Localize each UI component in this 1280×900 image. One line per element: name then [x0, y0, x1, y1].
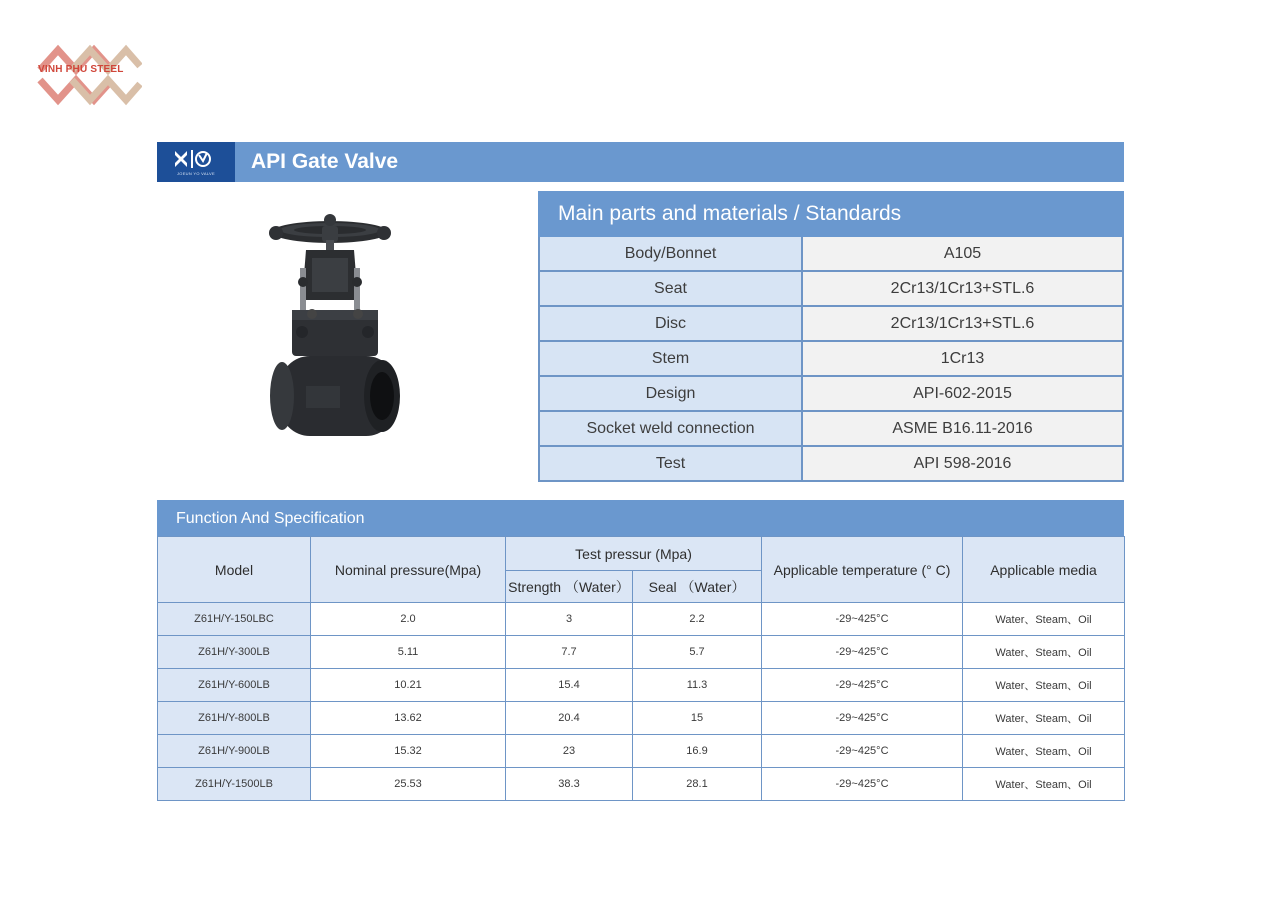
material-part: Stem [539, 341, 802, 376]
material-value: A105 [802, 236, 1123, 271]
spec-row [158, 735, 1125, 768]
header-nominal-pressure: Nominal pressure(Mpa) [311, 537, 506, 603]
nominal-cell: 15.32 [311, 735, 506, 768]
nominal-cell: 13.62 [311, 702, 506, 735]
spec-row [158, 669, 1125, 702]
strength-cell: 3 [506, 603, 633, 636]
strength-cell: 23 [506, 735, 633, 768]
seal-cell: 15 [633, 702, 762, 735]
spec-table [157, 536, 1125, 801]
materials-row [539, 236, 1123, 271]
nominal-cell: 25.53 [311, 768, 506, 801]
spec-title: Function And Specification [176, 510, 365, 527]
nominal-cell: 10.21 [311, 669, 506, 702]
materials-row [539, 341, 1123, 376]
temperature-cell: -29~425°C [762, 768, 963, 801]
media-cell: Water、Steam、Oil [963, 669, 1125, 702]
temperature-cell: -29~425°C [762, 603, 963, 636]
seal-cell: 11.3 [633, 669, 762, 702]
media-cell: Water、Steam、Oil [963, 636, 1125, 669]
media-cell: Water、Steam、Oil [963, 735, 1125, 768]
brand-subtitle: JOEUN YO VALVE [177, 171, 215, 176]
spec-row [158, 603, 1125, 636]
spec-row [158, 702, 1125, 735]
header-test-pressure: Test pressur (Mpa) [506, 537, 762, 571]
header-temperature: Applicable temperature (° C) [762, 537, 963, 603]
materials-heading: Main parts and materials / Standards [539, 192, 1123, 236]
spec-row [158, 768, 1125, 801]
brand-emblem-icon [157, 142, 235, 182]
header-media: Applicable media [963, 537, 1125, 603]
material-value: 2Cr13/1Cr13+STL.6 [802, 271, 1123, 306]
model-cell: Z61H/Y-600LB [158, 669, 311, 702]
media-cell: Water、Steam、Oil [963, 768, 1125, 801]
product-title: API Gate Valve [251, 150, 399, 173]
materials-row [539, 306, 1123, 341]
material-value: API-602-2015 [802, 376, 1123, 411]
brand-logo [157, 142, 235, 182]
model-cell: Z61H/Y-150LBC [158, 603, 311, 636]
material-part: Disc [539, 306, 802, 341]
material-value: 1Cr13 [802, 341, 1123, 376]
media-cell: Water、Steam、Oil [963, 603, 1125, 636]
strength-cell: 20.4 [506, 702, 633, 735]
seal-cell: 5.7 [633, 636, 762, 669]
spec-row [158, 636, 1125, 669]
material-value: ASME B16.11-2016 [802, 411, 1123, 446]
model-cell: Z61H/Y-800LB [158, 702, 311, 735]
material-part: Test [539, 446, 802, 481]
model-cell: Z61H/Y-1500LB [158, 768, 311, 801]
model-cell: Z61H/Y-300LB [158, 636, 311, 669]
nominal-cell: 2.0 [311, 603, 506, 636]
seal-cell: 2.2 [633, 603, 762, 636]
material-value: API 598-2016 [802, 446, 1123, 481]
material-value: 2Cr13/1Cr13+STL.6 [802, 306, 1123, 341]
media-cell: Water、Steam、Oil [963, 702, 1125, 735]
header-strength: Strength （Water） [506, 571, 633, 603]
strength-cell: 38.3 [506, 768, 633, 801]
nominal-cell: 5.11 [311, 636, 506, 669]
temperature-cell: -29~425°C [762, 735, 963, 768]
materials-row [539, 271, 1123, 306]
seal-cell: 16.9 [633, 735, 762, 768]
temperature-cell: -29~425°C [762, 702, 963, 735]
materials-row [539, 411, 1123, 446]
header-model: Model [158, 537, 311, 603]
temperature-cell: -29~425°C [762, 669, 963, 702]
model-cell: Z61H/Y-900LB [158, 735, 311, 768]
strength-cell: 15.4 [506, 669, 633, 702]
material-part: Seat [539, 271, 802, 306]
material-part: Design [539, 376, 802, 411]
material-part: Body/Bonnet [539, 236, 802, 271]
materials-row [539, 376, 1123, 411]
temperature-cell: -29~425°C [762, 636, 963, 669]
header-seal: Seal （Water） [633, 571, 762, 603]
strength-cell: 7.7 [506, 636, 633, 669]
material-part: Socket weld connection [539, 411, 802, 446]
gate-valve-image [262, 210, 402, 445]
seal-cell: 28.1 [633, 768, 762, 801]
materials-table [538, 191, 1124, 482]
watermark-text: VINH PHU STEEL [38, 64, 124, 75]
materials-row [539, 446, 1123, 481]
